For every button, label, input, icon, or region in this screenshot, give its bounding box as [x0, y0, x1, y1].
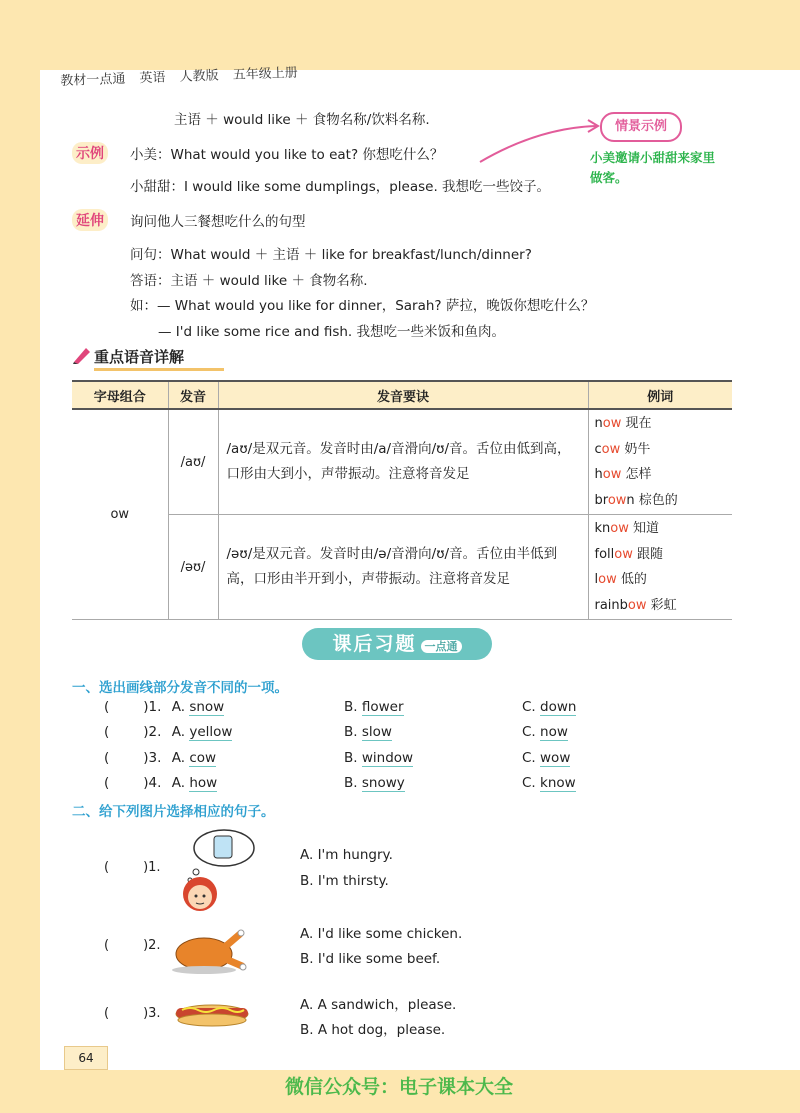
- ex1-option-c: wow: [540, 750, 571, 766]
- ex2-option-a: A. I'd like some chicken.: [300, 926, 463, 942]
- example-word: brown 棕色的: [594, 492, 678, 508]
- ex2-number: ( )1.: [104, 860, 161, 875]
- exercise1-title: 一、选出画线部分发音不同的一项。: [72, 680, 288, 696]
- ex1-option-b: slow: [361, 724, 392, 740]
- left-band: [0, 0, 40, 1113]
- ex2-number: ( )3.: [104, 1006, 161, 1021]
- ex1-option-c: now: [540, 724, 568, 740]
- hot-dog-icon: [172, 996, 252, 1032]
- header-grade: 五年级上册: [232, 65, 299, 83]
- phonics-table: [72, 380, 732, 620]
- top-band: [0, 0, 800, 70]
- ex1-option-b-cell: B. flower: [344, 699, 404, 715]
- ex1-option-a: yellow: [189, 724, 233, 740]
- ex1-row: ( )1. A. snow: [104, 699, 225, 715]
- example-word: how 怎样: [594, 467, 652, 482]
- ex1-option-b-cell: B. slow: [344, 724, 392, 740]
- ex1-option-c-cell: C. now: [522, 724, 568, 740]
- scene-note: 小美邀请小甜甜来家里做客。: [590, 150, 716, 185]
- exercise2-title: 二、给下列图片选择相应的句子。: [72, 804, 275, 820]
- rule-2: /əʊ/是双元音。发音时由/ə/音滑向/ʊ/音。舌位由半低到高，口形由半开到小，声带振动。注意将音发足: [218, 515, 588, 620]
- letter-combo: ow: [72, 409, 168, 620]
- ex2-option-b: B. I'm thirsty.: [300, 873, 389, 889]
- examples-2: [588, 515, 732, 620]
- ex2-number: ( )2.: [104, 938, 161, 953]
- ex1-option-c-cell: C. down: [522, 699, 577, 715]
- ex1-row: ( )4. A. how: [104, 775, 218, 791]
- ex1-option-b-cell: B. window: [344, 750, 414, 766]
- arrow-icon: [478, 118, 603, 166]
- examples-1: [588, 409, 732, 515]
- ex1-option-b: flower: [361, 699, 404, 715]
- rule-1: /aʊ/是双元音。发音时由/a/音滑向/ʊ/音。舌位由低到高，口形由大到小，声带振动。注意将音发足: [218, 409, 588, 515]
- banner-title: 课后习题: [332, 633, 417, 655]
- answer-pattern: 答语：主语 ＋ would like ＋ 食物名称.: [130, 273, 368, 289]
- sound-1: /aʊ/: [168, 409, 218, 515]
- ex2-option-a: A. I'm hungry.: [300, 847, 393, 863]
- sample-question: 如：— What would you like for dinner，Sarah? 萨拉，晚饭你想吃什么？: [130, 298, 595, 314]
- exercise-banner: [302, 628, 492, 660]
- header-examples: 例词: [588, 381, 732, 409]
- footer-watermark: 微信公众号：电子课本大全: [285, 1076, 514, 1098]
- pencil-icon: [70, 344, 92, 366]
- header-edition: 人教版: [179, 68, 219, 85]
- example-answer: 小甜甜：I would like some dumplings，please. 我想吃一些饺子。: [130, 179, 551, 195]
- structure-line: 主语 ＋ would like ＋ 食物名称/饮料名称.: [174, 112, 430, 128]
- header-combo: 字母组合: [72, 381, 168, 409]
- example-word: low 低的: [594, 572, 647, 587]
- question-pattern: 问句：What would ＋ 主语 ＋ like for breakfast/lunch/dinner?: [130, 247, 532, 263]
- thirsty-girl-icon: [172, 826, 256, 912]
- example-word: now 现在: [594, 416, 652, 431]
- ex2-option-b: B. A hot dog，please.: [300, 1022, 446, 1038]
- table-header-row: [72, 381, 732, 409]
- table-row: [72, 409, 732, 515]
- ex1-option-a: snow: [189, 699, 225, 715]
- example-word: cow 奶牛: [594, 441, 651, 457]
- ex1-option-c-cell: C. know: [522, 775, 576, 791]
- example-word: know 知道: [594, 521, 660, 536]
- header-rule: 发音要诀: [218, 381, 588, 409]
- sound-2: /əʊ/: [168, 515, 218, 620]
- table-row: [72, 515, 732, 620]
- scene-example-bubble: 情景示例: [600, 112, 682, 142]
- ex1-option-a: cow: [189, 750, 217, 766]
- page-number: 64: [64, 1046, 108, 1070]
- header-book: 教材一点通: [60, 71, 126, 89]
- ex1-row: ( )2. A. yellow: [104, 724, 233, 740]
- ex1-row: ( )3. A. cow: [104, 750, 217, 766]
- example-word: follow 跟随: [594, 546, 663, 562]
- ex2-option-b: B. I'd like some beef.: [300, 951, 441, 967]
- extend-title: 询问他人三餐想吃什么的句型: [130, 214, 306, 230]
- ex1-option-c: know: [540, 775, 576, 791]
- title-underline: [94, 368, 224, 371]
- phonics-section-title: 重点语音详解: [94, 348, 185, 366]
- header-sound: 发音: [168, 381, 218, 409]
- sample-answer: — I'd like some rice and fish. 我想吃一些米饭和鱼肉。: [158, 324, 506, 340]
- banner-sub: 一点通: [421, 640, 462, 653]
- example-word: rainbow 彩虹: [594, 597, 677, 613]
- ex1-option-c-cell: C. wow: [522, 750, 571, 766]
- ex1-option-b: snowy: [361, 775, 405, 791]
- header-subject: 英语: [139, 70, 166, 87]
- example-question: 小美：What would you like to eat? 你想吃什么？: [130, 147, 444, 163]
- ex1-option-b-cell: B. snowy: [344, 775, 405, 791]
- example-tag: 示例: [72, 142, 108, 164]
- ex1-option-b: window: [361, 750, 414, 766]
- ex2-option-a: A. A sandwich，please.: [300, 997, 457, 1013]
- extend-tag: 延伸: [72, 209, 108, 231]
- roast-chicken-icon: [170, 922, 248, 978]
- ex1-option-c: down: [540, 699, 577, 715]
- ex1-option-a: how: [189, 775, 218, 791]
